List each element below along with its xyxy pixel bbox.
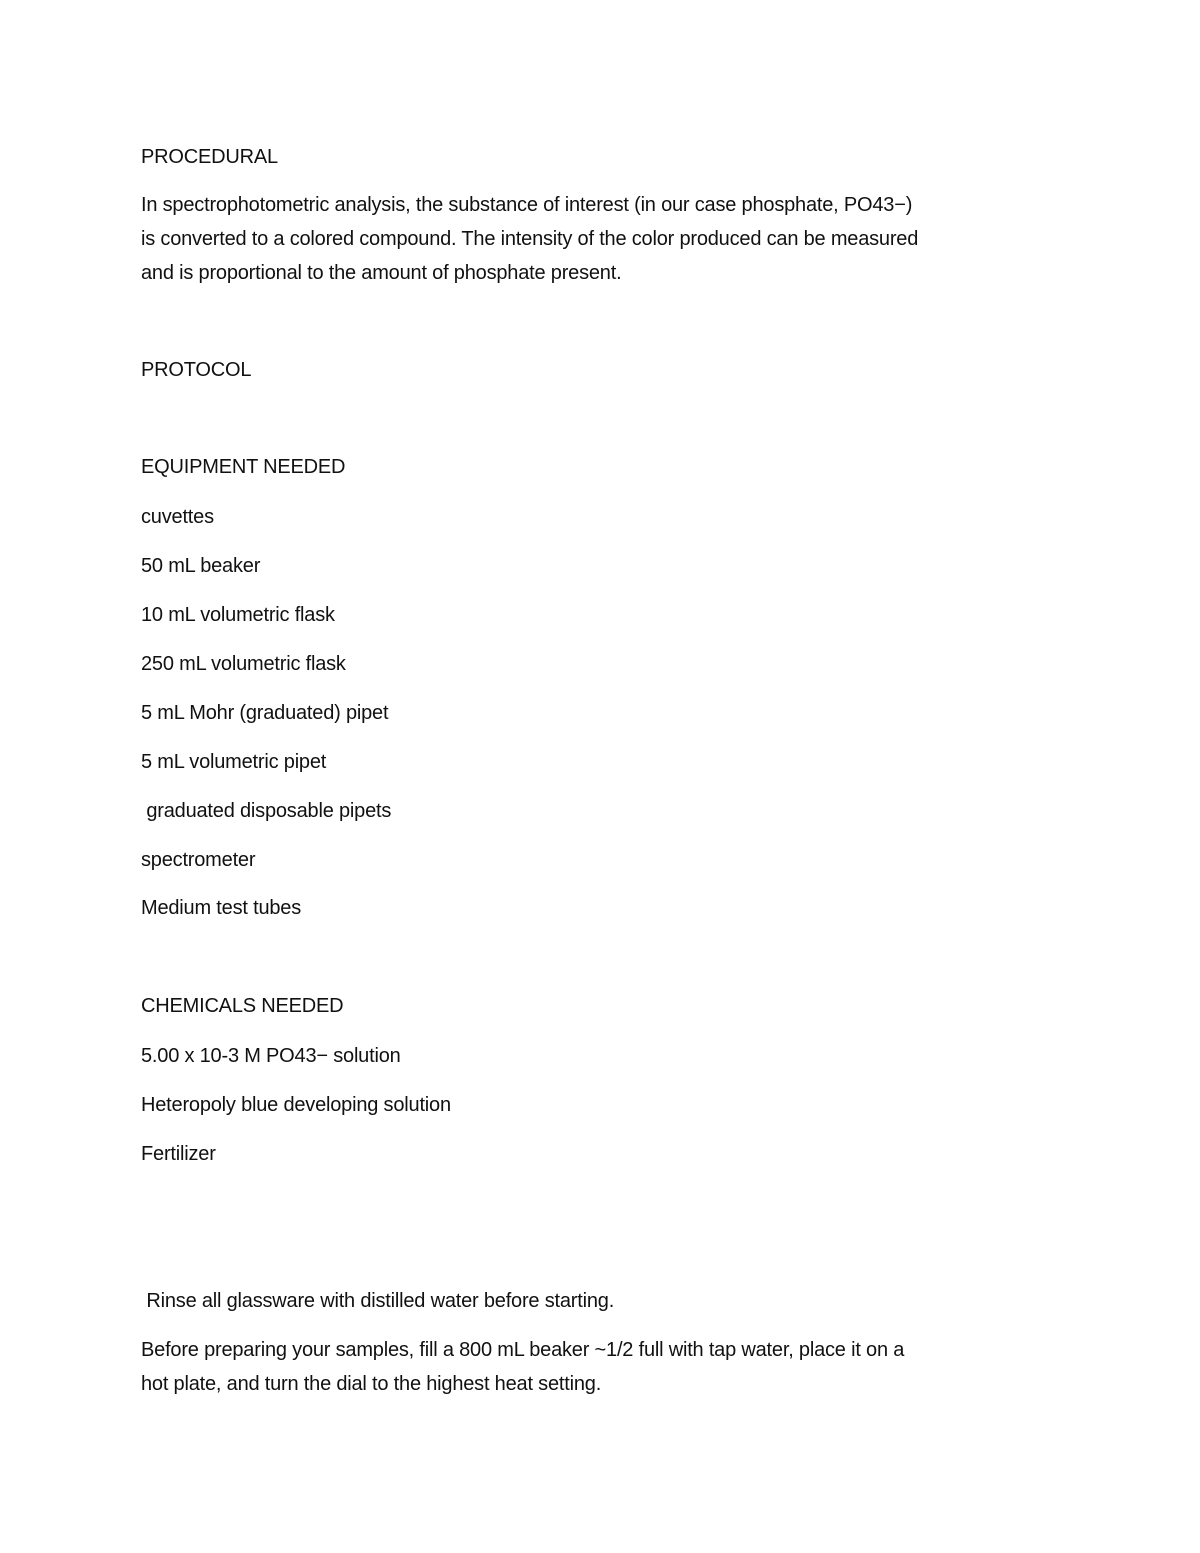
equipment-item: 10 mL volumetric flask [141,604,335,626]
chemical-item: 5.00 x 10-3 M PO43− solution [141,1045,401,1067]
equipment-item: 50 mL beaker [141,555,261,577]
procedural-heading: PROCEDURAL [141,146,278,168]
prep-line: hot plate, and turn the dial to the highest heat setting. [141,1373,602,1395]
rinse-instruction: Rinse all glassware with distilled water before starting. [141,1290,615,1312]
equipment-item: 250 mL volumetric flask [141,653,346,675]
equipment-item: 5 mL volumetric pipet [141,751,327,773]
procedural-line: and is proportional to the amount of phosphate present. [141,262,622,284]
chemical-item: Heteropoly blue developing solution [141,1094,451,1116]
procedural-line: is converted to a colored compound. The intensity of the color produced can be measured [141,228,919,250]
equipment-item: graduated disposable pipets [141,800,392,822]
equipment-heading: EQUIPMENT NEEDED [141,456,346,478]
prep-line: Before preparing your samples, fill a 800 mL beaker ~1/2 full with tap water, place it on a [141,1339,905,1361]
equipment-item: cuvettes [141,506,214,528]
protocol-heading: PROTOCOL [141,359,252,381]
equipment-item: spectrometer [141,849,256,871]
chemical-item: Fertilizer [141,1143,216,1165]
equipment-item: 5 mL Mohr (graduated) pipet [141,702,389,724]
equipment-item: Medium test tubes [141,897,302,919]
prep-instruction [141,1333,1061,1401]
chemicals-heading: CHEMICALS NEEDED [141,995,344,1017]
procedural-line: In spectrophotometric analysis, the substance of interest (in our case phosphate, PO43−) [141,194,913,216]
procedural-paragraph [141,188,1061,290]
